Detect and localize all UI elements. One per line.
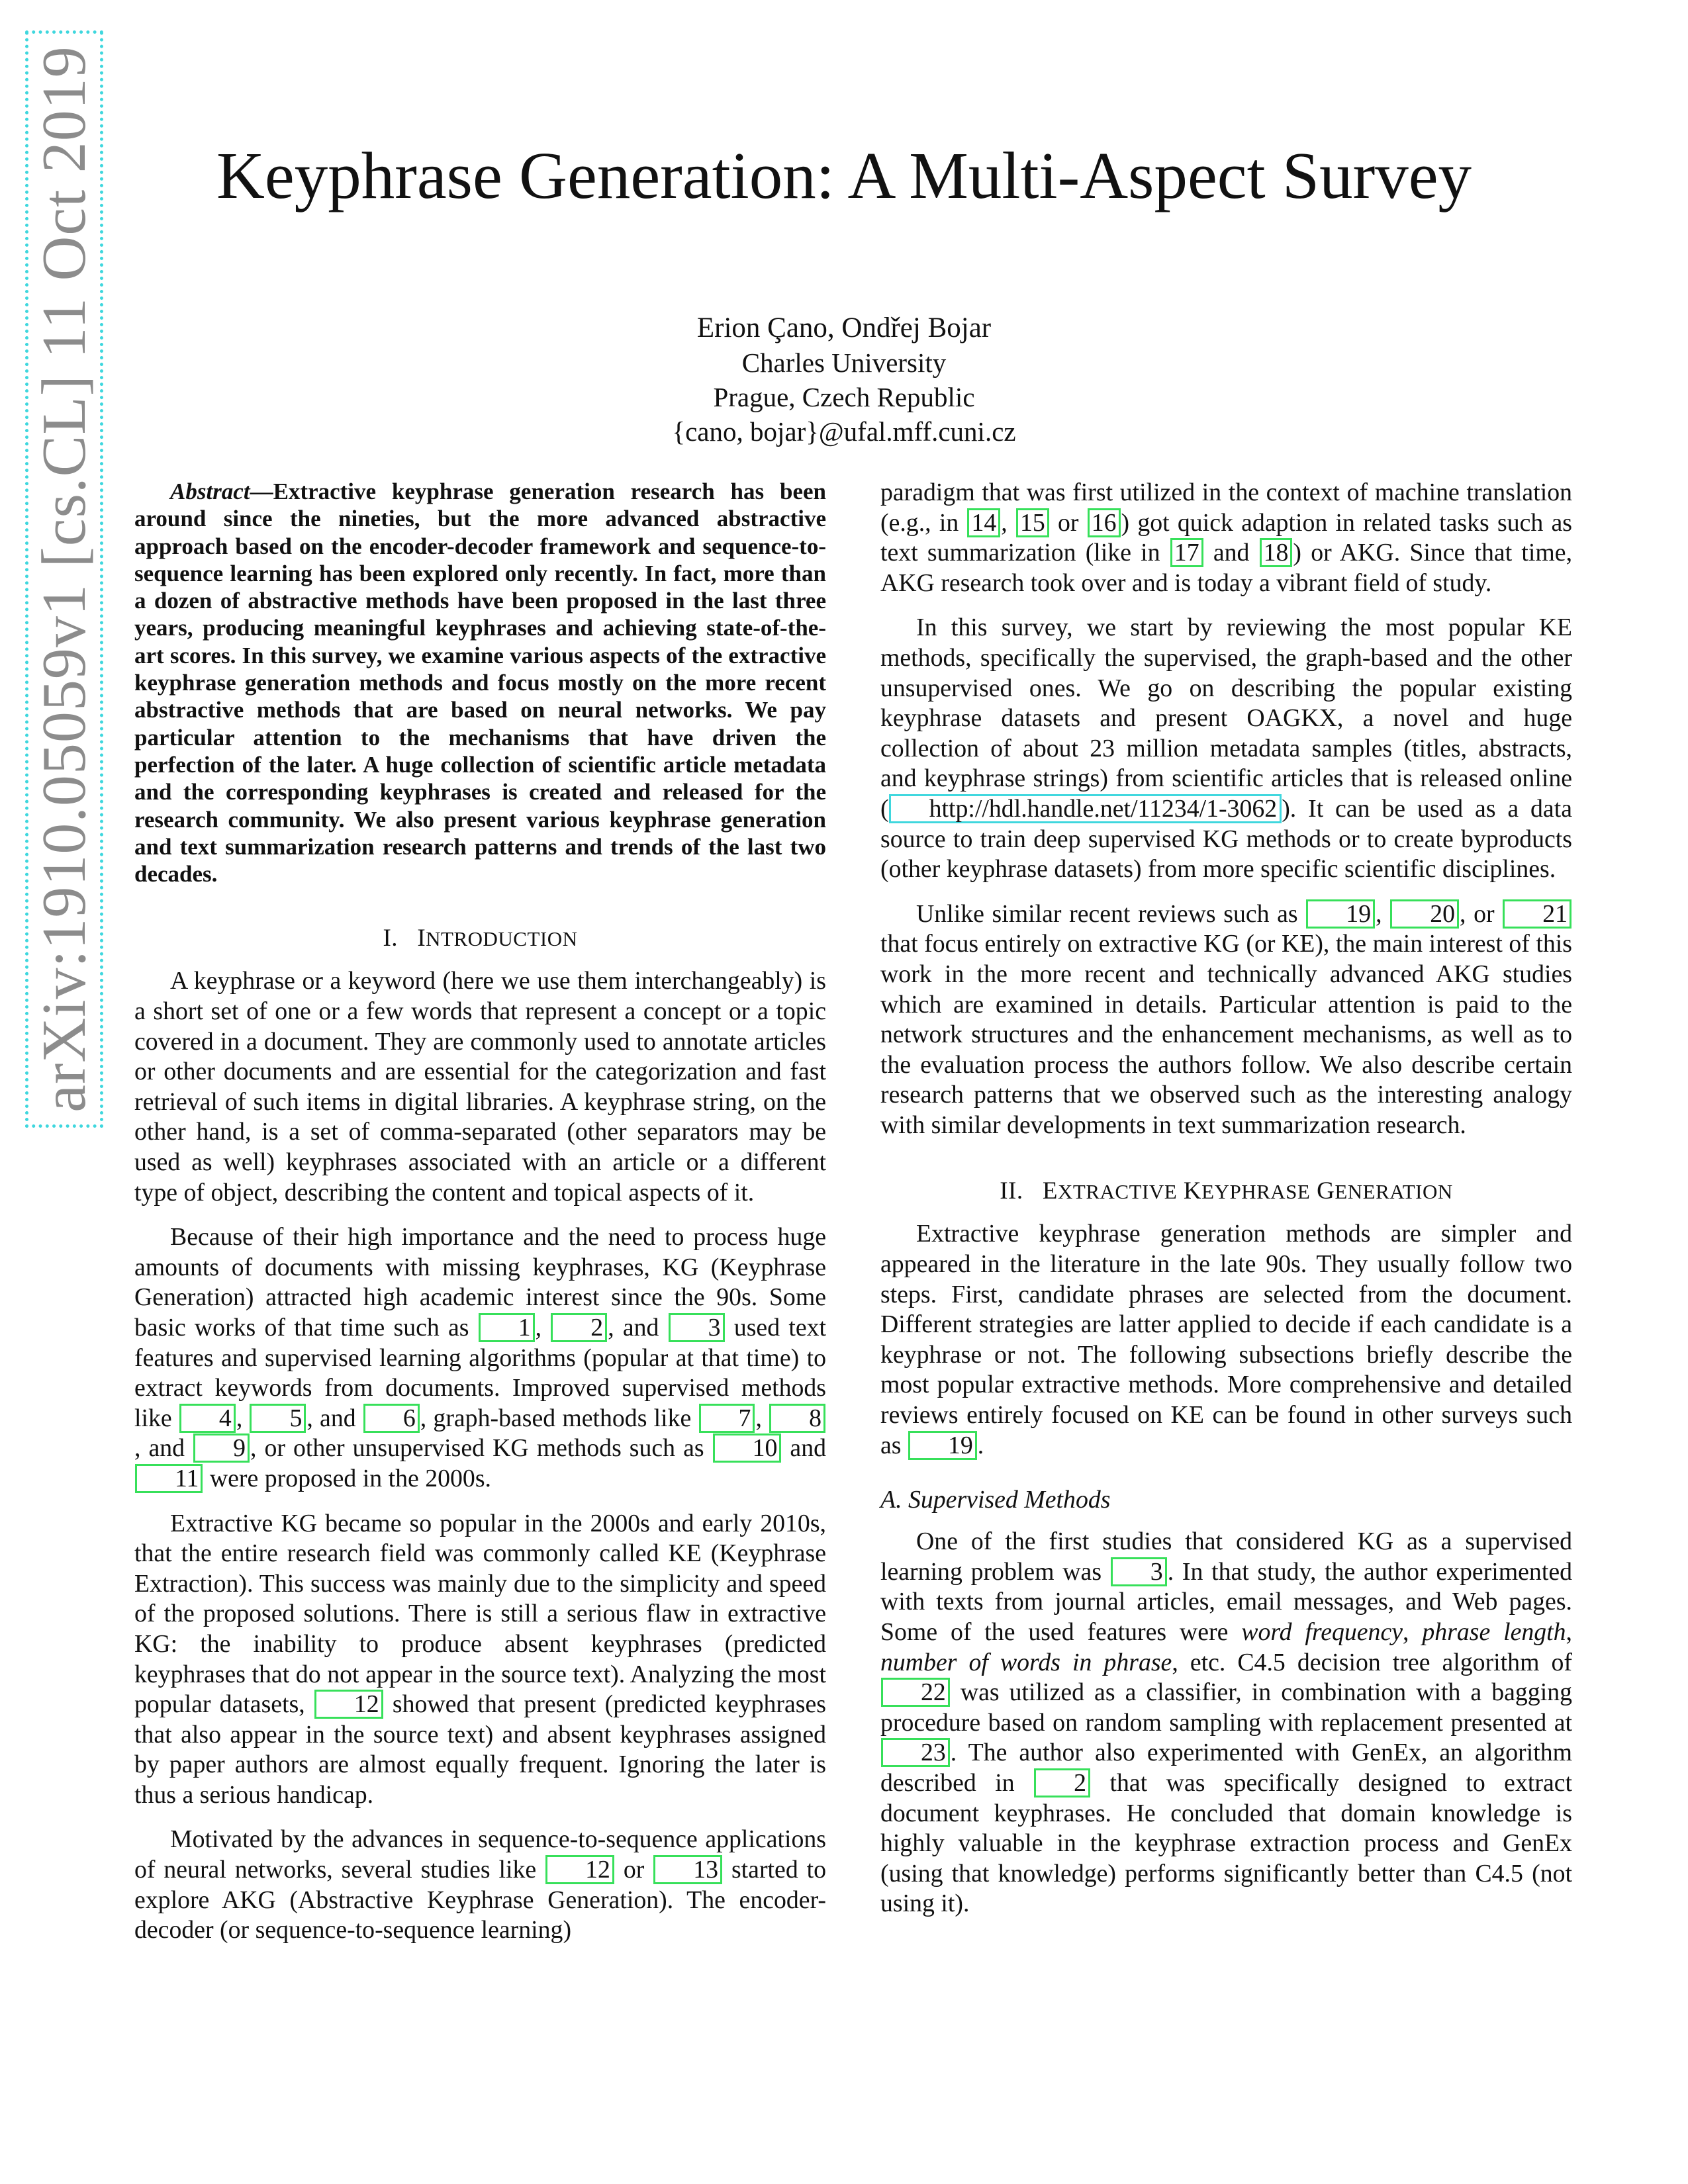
text-span: used text features and supervised learning algorithms (popular at that time) to extract keywords from documents. Improved supervised methods like bbox=[134, 1313, 826, 1432]
author-names: Erion Çano, Ondřej Bojar bbox=[696, 312, 992, 343]
paper-title: Keyphrase Generation: A Multi-Aspect Survey bbox=[216, 138, 1472, 212]
citation-link[interactable]: 2 bbox=[1034, 1768, 1090, 1797]
dataset-url-link[interactable]: http://hdl.handle.net/11234/1-3062 bbox=[889, 794, 1282, 823]
section-title-rest: ENERATION bbox=[1335, 1180, 1453, 1204]
text-span: were proposed in the 2000s. bbox=[209, 1464, 491, 1492]
text-span: In that study, the author experimented with texts from journal articles, email messages, and Web pages. Some of the used features were bbox=[880, 1557, 1573, 1646]
citation-link[interactable]: 17 bbox=[1170, 538, 1203, 567]
section-title-initial: I bbox=[417, 925, 426, 952]
citation-link[interactable]: 20 bbox=[1390, 899, 1459, 929]
subsection-heading-supervised: A. Supervised Methods bbox=[880, 1486, 1111, 1514]
abstract bbox=[134, 478, 826, 887]
intro-paragraph-1: A keyphrase or a keyword (here we use them interchangeably) is a short set of one or a few words that represent a concept or a topic covered in a document. They are commonly used to annotate articles or other documents and are essential for the categorization and fast retrieval of such items in digital libraries. A keyphrase string, on the other hand, is a set of comma-separated (other separators may be used as well) keyphrases associated with an article or a different type of object, describing the content and topical aspects of it. bbox=[134, 967, 826, 1206]
text-span: that focus entirely on extractive KG (or KE), the main interest of this work in the more recent and technically advanced AKG studies which are examined in details. Particular attention is paid to the network structures and the enhancement mechanisms, as well as to the evaluation process the authors follow. We also describe certain research patterns that we observed such as the interesting analogy with similar developments in text summarization research. bbox=[880, 930, 1572, 1139]
feature-term: phrase length bbox=[1422, 1618, 1566, 1646]
text-span: or other unsupervised KG methods such as bbox=[264, 1434, 704, 1463]
author-affiliation: Charles University bbox=[741, 347, 947, 378]
citation-link[interactable]: 2 bbox=[551, 1313, 607, 1342]
section-title-initial: G bbox=[1317, 1177, 1335, 1205]
section-heading-introduction bbox=[134, 923, 826, 954]
citation-link[interactable]: 10 bbox=[713, 1433, 782, 1463]
extractive-paragraph-1: Extractive keyphrase generation methods are simpler and appeared in the literature in the late 90s. They usually follow two steps. First, candidate phrases are selected from the document. Different strategies are latter applied to decide if each candidate is a keyphrase or not. The following subsections briefly describe the most popular extractive methods. More comprehensive and detailed reviews entirely focused on KE can be found in other surveys such as 19 . bbox=[880, 1220, 1572, 1459]
right-column bbox=[880, 478, 1572, 1934]
intro-paragraph-6: Unlike similar recent reviews such as 19 , 20 , or 21 that focus entirely on extractive KG (or KE), the main interest of this work in the more recent and technically advanced AKG studies which are examined in details. Particular attention is paid to the network structures and the enhancement mechanisms, as well as to the evaluation process the authors follow. We also describe certain research patterns that we observed such as the interesting analogy with similar developments in text summarization research. bbox=[880, 899, 1572, 1139]
text-span: or AKG. Since that time, AKG research took over and is today a vibrant field of study. bbox=[880, 539, 1573, 597]
text-span: or bbox=[623, 1856, 645, 1884]
citation-link[interactable]: 5 bbox=[250, 1404, 306, 1433]
citation-link[interactable]: 21 bbox=[1503, 899, 1571, 929]
citation-link[interactable]: 13 bbox=[653, 1855, 722, 1884]
intro-paragraph-4 bbox=[134, 1825, 826, 1945]
left-column bbox=[134, 478, 826, 1960]
author-location: Prague, Czech Republic bbox=[713, 382, 975, 412]
text-span: was utilized as a classifier, in combination with a bagging procedure based on random sampling with replacement presented at bbox=[880, 1678, 1573, 1737]
text-span: got quick adaption in related tasks such as text summarization (like in bbox=[880, 508, 1572, 567]
text-span: Unlike similar recent reviews such as bbox=[916, 899, 1298, 928]
text-span: One of the first studies that considered KG as a supervised learning problem was bbox=[880, 1527, 1572, 1586]
section-title-rest: NTRODUCTION bbox=[426, 927, 578, 951]
citation-link[interactable]: 9 bbox=[193, 1433, 250, 1463]
text-span: showed that present (predicted keyphrases that also appear in the source text) and absent keyphrases assigned by paper authors are almost equally frequent. Ignoring the later is thus a serious handicap. bbox=[134, 1690, 826, 1809]
feature-term: number of words in phrase bbox=[880, 1648, 1172, 1676]
text-span: Because of their high importance and the need to process huge amounts of documents with missing keyphrases, KG (Keyphrase Generation) attracted high academic interest since the 90s. Some basic works of that time such as bbox=[134, 1223, 826, 1342]
section-title-initial: K bbox=[1183, 1177, 1202, 1205]
intro-paragraph-2: Because of their high importance and the need to process huge amounts of documents with missing keyphrases, KG (Keyphrase Generation) attracted high academic interest since the 90s. Some basic works of that time such as 1 , 2 , and 3 used text features and supervised learning algorithms (popular at that time) to extract keywords from documents. Improved supervised methods like 4 , 5 , and 6 , graph-based methods like 7 , 8, and 9 , or other unsupervised KG methods such as 10 and 11 were proposed in the 2000s. bbox=[134, 1223, 826, 1492]
section-heading-extractive bbox=[880, 1176, 1572, 1207]
citation-link[interactable]: 15 bbox=[1016, 508, 1049, 537]
section-title-rest: XTRACTIVE bbox=[1058, 1180, 1178, 1204]
feature-term: word frequency bbox=[1241, 1618, 1403, 1646]
citation-link[interactable]: 6 bbox=[363, 1404, 420, 1433]
citation-link[interactable]: 11 bbox=[135, 1464, 203, 1493]
citation-link[interactable]: 7 bbox=[699, 1404, 755, 1433]
author-email: {cano, bojar}@ufal.mff.cuni.cz bbox=[672, 416, 1016, 447]
text-span: Extractive keyphrase generation methods are simpler and appeared in the literature in the late 90s. They usually follow two steps. First, candidate phrases are selected from the document. Different strategies are latter applied to decide if each candidate is a keyphrase or not. The following subsections briefly describe the most popular extractive methods. More comprehensive and detailed reviews entirely focused on KE can be found in other surveys such as bbox=[880, 1220, 1572, 1459]
citation-link[interactable]: 12 bbox=[545, 1855, 614, 1884]
text-span: Motivated by the advances in sequence-to-sequence applications of neural networks, several studies like bbox=[134, 1825, 826, 1884]
arxiv-stamp-link[interactable]: arXiv:1910.05059v1 [cs.CL] 11 Oct 2019 bbox=[25, 30, 103, 1127]
supervised-paragraph-1: One of the first studies that considered KG as a supervised learning problem was 3 . In that study, the author experimented with texts from journal articles, email messages, and Web pages. Some of the used features were word frequency, phrase length, number of words in phrase, etc. C4.5 decision tree algorithm of 22 was utilized as a classifier, in combination with a bagging procedure based on random sampling with replacement presented at 23 . The author also experimented with GenEx, an algorithm described in 2 that was specifically designed to extract document keyphrases. He concluded that domain knowledge is highly valuable in the keyphrase extraction process and GenEx (using that knowledge) performs significantly better than C4.5 (not using it). bbox=[880, 1527, 1573, 1918]
arxiv-stamp[interactable] bbox=[24, 46, 104, 1113]
author-block bbox=[513, 311, 1175, 449]
text-span: or bbox=[1474, 899, 1495, 928]
text-span: and bbox=[1213, 539, 1250, 567]
text-span: or bbox=[1058, 508, 1079, 537]
citation-link[interactable]: 19 bbox=[1306, 899, 1375, 929]
citation-link[interactable]: 8 bbox=[769, 1404, 825, 1433]
section-number: II. bbox=[1000, 1177, 1023, 1205]
intro-paragraph-3 bbox=[134, 1509, 826, 1811]
citation-link[interactable]: 3 bbox=[669, 1313, 725, 1342]
text-span: It can be used as a data source to train deep supervised KG methods or to create byproducts (other keyphrase datasets) from more specific scientific disciplines. bbox=[880, 794, 1572, 884]
text-span: etc. C4.5 decision tree algorithm of bbox=[1190, 1648, 1572, 1676]
text-span: that was specifically designed to extract document keyphrases. He concluded that domain knowledge is highly valuable in the keyphrase extraction process and GenEx (using that knowledge) performs significantly better than C4.5 (not using it). bbox=[880, 1768, 1572, 1918]
intro-paragraph-4-continued: paradigm that was first utilized in the context of machine translation (e.g., in 14 , 15 or 16 ) got quick adaption in related tasks such as text summarization (like in 17 and 18 ) or AKG. Since that time, AKG research took over and is today a vibrant field of study. bbox=[880, 478, 1573, 597]
section-title-rest: EYPHRASE bbox=[1201, 1180, 1311, 1204]
abstract-lead: Abstract bbox=[170, 478, 250, 504]
section-number: I. bbox=[383, 925, 399, 952]
citation-link[interactable]: 19 bbox=[908, 1431, 977, 1460]
citation-link[interactable]: 16 bbox=[1088, 508, 1121, 537]
citation-link[interactable]: 1 bbox=[479, 1313, 535, 1342]
intro-paragraph-5: In this survey, we start by reviewing the most popular KE methods, specifically the supervised, the graph-based and the other unsupervised ones. We go on describing the popular existing keyphrase datasets and present OAGKX, a novel and huge collection of about 23 million metadata samples (titles, abstracts, and keyphrase strings) from scientific articles that is released online ( http://hdl.handle.net/11234/1-3062 ). It can be used as a data source to train deep supervised KG methods or to create byproducts (other keyphrase datasets) from more specific scientific disciplines. bbox=[880, 614, 1572, 884]
text-span: paradigm that was first utilized in the context of machine translation (e.g., in bbox=[880, 478, 1572, 537]
citation-link[interactable]: 4 bbox=[179, 1404, 236, 1433]
abstract-text: —Extractive keyphrase generation research has been around since the nineties, but the more advanced abstractive approach based on the encoder-decoder framework and sequence-to-sequence learning has been explored only recently. In fact, more than a dozen of abstractive methods have been proposed in the last three years, producing meaningful keyphrases and achieving state-of-the-art scores. In this survey, we examine various aspects of the extractive keyphrase generation methods and focus mostly on the more recent abstractive methods that are based on neural networks. We pay particular attention to the mechanisms that have driven the perfection of the later. A huge collection of scientific article metadata and the corresponding keyphrases is created and released for the research community. We also present various keyphrase generation and text summarization research patterns and trends of the last two decades. bbox=[134, 478, 826, 887]
text-span: In this survey, we start by reviewing the most popular KE methods, specifically the supervised, the graph-based and the other unsupervised ones. We go on describing the popular existing keyphrase datasets and present OAGKX, a novel and huge collection of about 23 million metadata samples (titles, abstracts, and keyphrase strings) from scientific articles that is released online bbox=[880, 614, 1572, 793]
text-span: Extractive KG became so popular in the 2000s and early 2010s, that the entire research field was commonly called KE (Keyphrase Extraction). This success was mainly due to the simplicity and speed of the proposed solutions. There is still a serious flaw in extractive KG: the inability to produce absent keyphrases (predicted keyphrases that do not appear in the source text). Analyzing the most popular datasets, bbox=[134, 1509, 826, 1719]
citation-link[interactable]: 22 bbox=[881, 1678, 950, 1707]
text-span: The author also experimented with GenEx, an algorithm described in bbox=[880, 1739, 1573, 1797]
text-span: started to explore AKG (Abstractive Keyphrase Generation). The encoder-decoder (or sequence-to-sequence learning) bbox=[134, 1856, 827, 1944]
section-title-initial: E bbox=[1042, 1177, 1058, 1205]
citation-link[interactable]: 14 bbox=[967, 508, 1000, 537]
citation-link[interactable]: 12 bbox=[314, 1690, 383, 1719]
citation-link[interactable]: 18 bbox=[1260, 538, 1293, 567]
text-span: graph-based methods like bbox=[433, 1404, 692, 1432]
citation-link[interactable]: 3 bbox=[1111, 1557, 1167, 1586]
citation-link[interactable]: 23 bbox=[881, 1738, 950, 1767]
